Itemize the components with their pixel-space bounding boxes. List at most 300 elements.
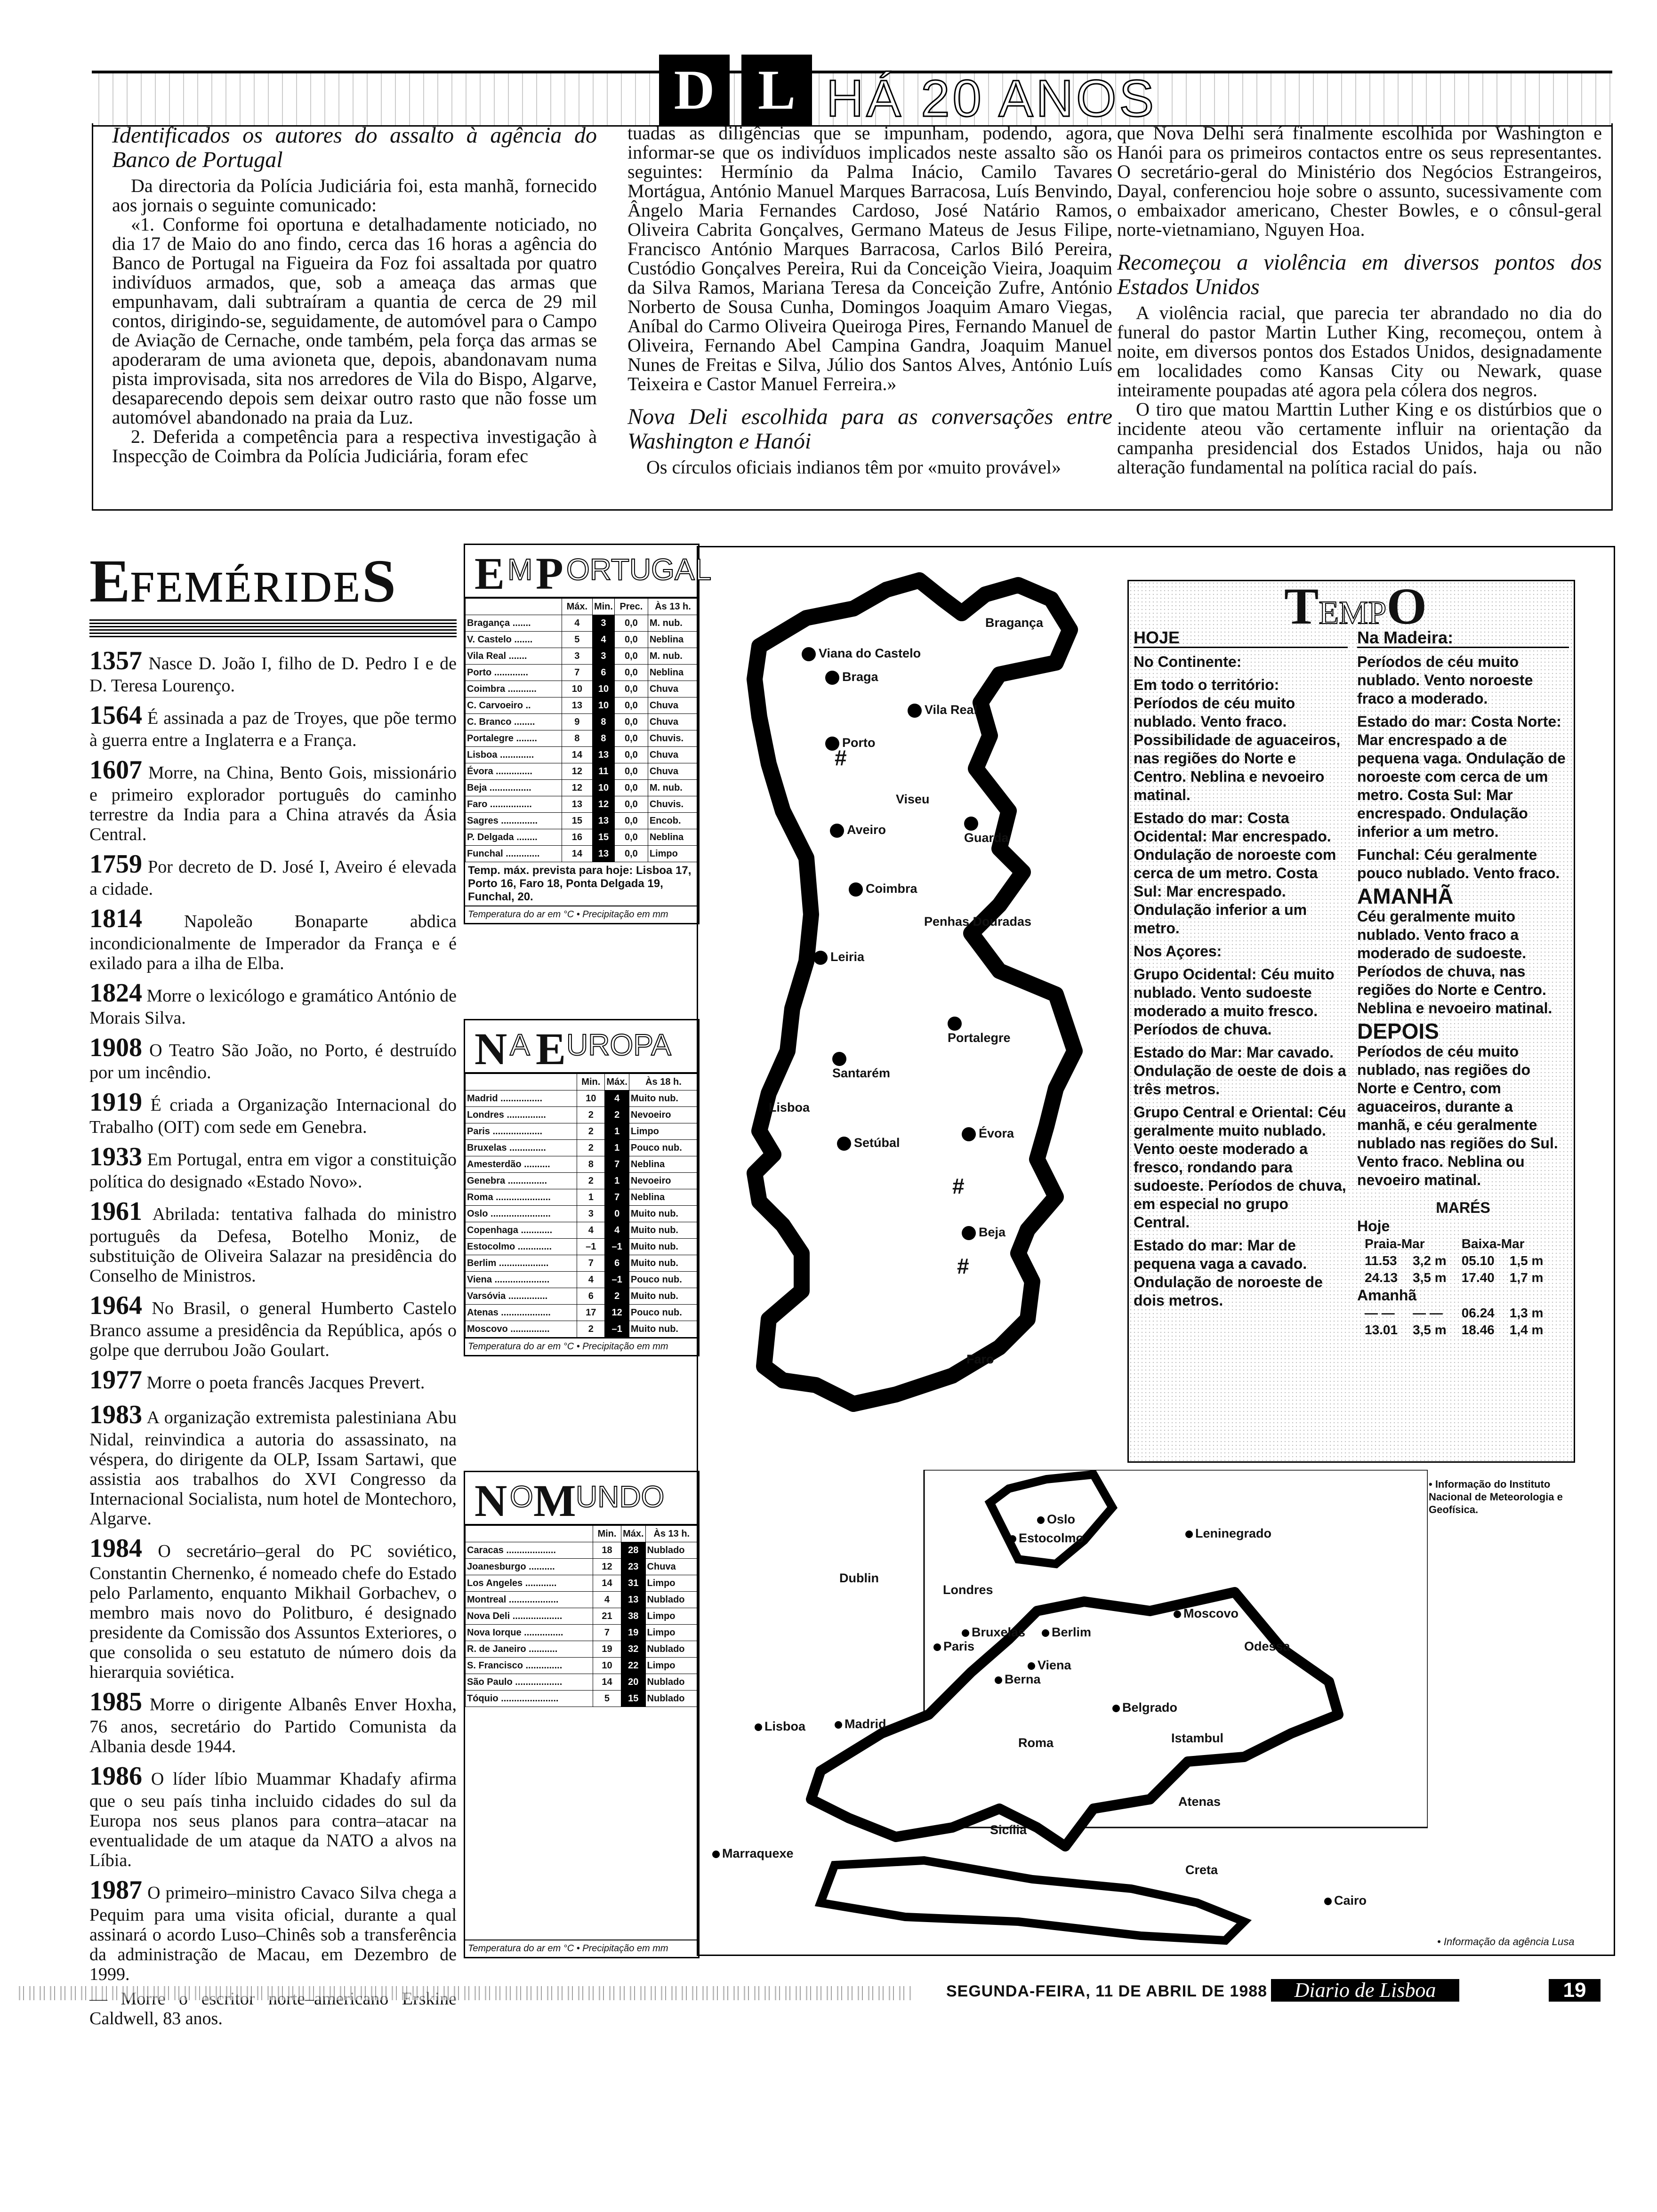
map-city-label: Porto — [825, 736, 876, 751]
value-cell: 7 — [562, 665, 592, 681]
value-cell: 21 — [593, 1608, 621, 1625]
city-cell: Coimbra ........... — [466, 681, 562, 697]
table-row — [466, 780, 698, 796]
city-cell: Viena ..................... — [466, 1272, 577, 1288]
value-cell: 1 — [605, 1140, 629, 1156]
map-city-label: Berna — [995, 1672, 1041, 1687]
title-rule — [89, 618, 457, 637]
efemeride-text: Morre o dirigente Albanês Enver Hoxha, 76 anos, secretário do Partido Comunista da Albania desde 1944. — [89, 1695, 457, 1756]
header-letter: P — [536, 548, 563, 599]
city-cell: Portalegre ........ — [466, 730, 562, 747]
table-row — [466, 846, 698, 862]
value-cell: 23 — [621, 1559, 645, 1575]
city-dot — [849, 882, 863, 897]
tide-column-header: Praia-Mar — [1365, 1236, 1425, 1251]
table-header — [465, 545, 712, 599]
map-city-label: Cairo — [1324, 1893, 1367, 1908]
map-city-label: Viseu — [896, 792, 930, 806]
city-dot — [837, 1137, 851, 1151]
city-cell: Porto ............. — [466, 665, 562, 681]
map-city-label: Belgrado — [1112, 1700, 1177, 1715]
map-city-label: Aveiro — [830, 823, 886, 838]
efemeride-year: 1908 — [89, 1033, 142, 1062]
article-paragraph: Da directoria da Polícia Judiciária foi, esta manhã, fornecido aos jornais o seguinte comunicado: — [112, 175, 597, 216]
map-city-label: Bruxelas — [962, 1625, 1025, 1640]
efemeride-year: 1984 — [89, 1534, 142, 1563]
efemeride-text: Morre o lexicólogo e gramático António de Morais Silva. — [89, 986, 457, 1028]
value-cell: 0,0 — [614, 714, 648, 730]
value-cell: 17 — [577, 1305, 605, 1321]
value-cell: 1 — [577, 1189, 605, 1206]
table-row — [466, 796, 698, 813]
value-cell: M. nub. — [648, 780, 698, 796]
efemeride-item — [89, 1533, 457, 1682]
efemerides-list — [89, 646, 457, 1984]
header-letter: A — [510, 1028, 530, 1062]
efemeride-text: Nasce D. João I, filho de D. Pedro I e de D. Teresa Lourenço. — [89, 654, 457, 696]
value-cell: 7 — [605, 1156, 629, 1173]
forecast-text: Períodos de céu muito nublado. Vento noroeste fraco a moderado. — [1357, 653, 1533, 707]
north-africa-outline — [820, 1860, 1244, 1940]
table-row — [466, 1691, 698, 1707]
column-header: Prec. — [614, 599, 648, 615]
value-cell: 16 — [562, 829, 592, 846]
value-cell: 7 — [593, 1625, 621, 1641]
tide-credit: • Informação do Instituto Nacional de Meteorologia e Geofísica. — [1429, 1478, 1570, 1516]
efemeride-year: 1824 — [89, 978, 142, 1008]
forecast-text: Grupo Central e Oriental: Céu geralmente muito nublado. Vento oeste moderado a fresco, rondando para sudoeste. Períodos de chuva, em especial no grupo Central. — [1134, 1104, 1346, 1231]
forecast-text: Céu geralmente muito nublado. Vento fraco a moderado de sudoeste. Períodos de chuva, nas regiões do Norte e Centro. Neblina e nevoeiro matinal. — [1357, 908, 1552, 1017]
value-cell: 15 — [621, 1691, 645, 1707]
table-row — [466, 615, 698, 632]
table-row — [466, 1608, 698, 1625]
city-cell: Tóquio ...................... — [466, 1691, 593, 1707]
map-city-label: Viena — [1028, 1658, 1071, 1673]
city-cell: C. Carvoeiro .. — [466, 697, 562, 714]
city-cell: Varsóvia ............... — [466, 1288, 577, 1305]
table-row — [466, 697, 698, 714]
map-city-label: Viana do Castelo — [802, 646, 921, 661]
rain-icon: # — [835, 745, 847, 770]
efemeride-item — [89, 1290, 457, 1360]
value-cell: 14 — [562, 846, 592, 862]
efemeride-year: 1977 — [89, 1365, 142, 1395]
newspaper-logo: Diario de Lisboa — [1271, 1979, 1459, 2002]
map-city-label: Penhas Douradas — [924, 914, 1032, 929]
city-cell: São Paulo .................. — [466, 1674, 593, 1691]
column-header: Às 18 h. — [629, 1074, 698, 1090]
efemeride-text: Abrilada: tentativa falhada do ministro português da Defesa, Botelho Moniz, de substituição de Oliveira Salazar na presidência do Conselho de Ministros. — [89, 1204, 457, 1286]
tide-cell: — — — [1365, 1306, 1395, 1320]
value-cell: 4 — [605, 1222, 629, 1239]
acores-label: Nos Açores: — [1134, 943, 1222, 960]
efemeride-text: O secretário–geral do PC soviético, Constantin Chernenko, é nomeado chefe do Estado pelo Parlamento, enquanto Mikhail Gorbachev, o membro mais novo do Politburo, é designado presidente da Comissão dos Assuntos Exteriores, o que consolida o seu estatuto de número dois da hierarquia soviética. — [89, 1541, 457, 1682]
header-letter: E — [536, 1024, 566, 1074]
table-footnote: Temperatura do ar em °C • Precipitação em mm — [465, 1940, 698, 1957]
city-cell: Los Angeles ............ — [466, 1575, 593, 1592]
table-footnote: Temperatura do ar em °C • Precipitação em mm — [465, 1338, 698, 1355]
efemeride-text: Napoleão Bonaparte abdica incondicionalmente de Imperador da França e é exilado para a ilha de Elba. — [89, 912, 457, 973]
efemeride-text: É assinada a paz de Troyes, que põe termo à guerra entre a Inglaterra e a França. — [89, 708, 457, 750]
efemeride-text: Morre o poeta francês Jacques Prevert. — [146, 1373, 425, 1393]
efemeride-item — [89, 1087, 457, 1137]
city-cell: Vila Real ....... — [466, 648, 562, 665]
value-cell: Chuva — [645, 1559, 698, 1575]
value-cell: –1 — [605, 1272, 629, 1288]
city-cell: S. Francisco .............. — [466, 1658, 593, 1674]
city-dot — [802, 647, 816, 661]
value-cell: 12 — [562, 763, 592, 780]
value-cell: Muito nub. — [629, 1222, 698, 1239]
efemeride-year: 1985 — [89, 1687, 142, 1716]
value-cell: Chuva — [648, 697, 698, 714]
value-cell: 4 — [592, 632, 614, 648]
value-cell: 10 — [577, 1090, 605, 1107]
value-cell: 7 — [577, 1255, 605, 1272]
value-cell: 2 — [577, 1173, 605, 1189]
table-row — [466, 829, 698, 846]
forecast-text: Funchal: Céu geralmente pouco nublado. Vento fraco. — [1357, 846, 1560, 882]
efemeride-text: No Brasil, o general Humberto Castelo Branco assume a presidência da República, após o golpe que derrubou João Goulart. — [89, 1298, 457, 1360]
map-city-label: Setúbal — [837, 1136, 900, 1151]
header-letter: M — [533, 1475, 576, 1526]
city-cell: P. Delgada ........ — [466, 829, 562, 846]
article-column-3 — [1117, 123, 1602, 477]
section-header-band — [92, 58, 1612, 128]
header-letter: O — [510, 1480, 533, 1514]
value-cell: 0,0 — [614, 681, 648, 697]
table-footnote: Temperatura do ar em °C • Precipitação em mm — [465, 906, 698, 923]
value-cell: –1 — [605, 1239, 629, 1255]
tide-cell: 17.40 — [1461, 1270, 1495, 1285]
article-paragraph: O tiro que matou Marttin Luther King e os distúrbios que o incidente ateou vão certamente influir na orientação da campanha presidencial dos Estados Unidos, haja ou não alteração fundamental na política racial do país. — [1117, 399, 1602, 478]
value-cell: 28 — [621, 1542, 645, 1559]
value-cell: 13 — [592, 813, 614, 829]
value-cell: –1 — [605, 1321, 629, 1338]
header-letter: N — [475, 1024, 507, 1074]
tide-cell: 3,5 m — [1413, 1270, 1447, 1285]
map-city-label: Madrid — [835, 1717, 886, 1731]
table-row — [466, 747, 698, 763]
value-cell: 19 — [593, 1641, 621, 1658]
efemeride-item — [89, 1400, 457, 1529]
efemeride-year: 1357 — [89, 646, 142, 675]
city-dot — [962, 1127, 976, 1141]
value-cell: 0,0 — [614, 648, 648, 665]
efemeride-item — [89, 1142, 457, 1192]
tide-row — [1357, 1269, 1551, 1286]
efemeride-item — [89, 1365, 457, 1395]
world-weather-table — [464, 1471, 700, 1958]
page-number: 19 — [1549, 1979, 1601, 2002]
city-cell: Beja ................ — [466, 780, 562, 796]
efemeride-item — [89, 1761, 457, 1870]
value-cell: Muito nub. — [629, 1255, 698, 1272]
map-city-label: Moscovo — [1174, 1606, 1239, 1621]
value-cell: 2 — [577, 1140, 605, 1156]
portugal-map — [698, 547, 1150, 1432]
city-cell: Funchal ............. — [466, 846, 562, 862]
column-header: Min. — [592, 599, 614, 615]
value-cell: 3 — [592, 648, 614, 665]
article-paragraph: que Nova Delhi será finalmente escolhida por Washington e Hanói para os primeiros contactos entre os seus representantes. O secretário-geral do Ministério dos Negócios Estrangeiros, Dayal, conferenciou hoje sobre o assunto, sucessivamente com o embaixador americano, Chester Bowles, e o cônsul-geral norte-vietnamiano, Nguyen Hoa. — [1117, 122, 1602, 240]
map-city-label: Portalegre — [948, 1016, 1011, 1045]
value-cell: Chuvis. — [648, 796, 698, 813]
forecast-text: Estado do mar: Mar de pequena vaga a cavado. Ondulação de noroeste de dois metros. — [1134, 1237, 1323, 1309]
map-city-label: Dublin — [839, 1571, 879, 1585]
efemeride-year: 1933 — [89, 1142, 142, 1171]
tide-cell: 1,3 m — [1509, 1306, 1544, 1320]
value-cell: 0,0 — [614, 747, 648, 763]
efemeride-text: Por decreto de D. José I, Aveiro é elevada a cidade. — [89, 857, 457, 899]
value-cell: Nevoeiro — [629, 1173, 698, 1189]
value-cell: 0,0 — [614, 846, 648, 862]
amanha-label: AMANHÃ — [1357, 884, 1454, 908]
table-row — [466, 730, 698, 747]
map-city-label: Lisboa — [769, 1100, 810, 1114]
city-dot — [964, 817, 978, 831]
value-cell: 10 — [562, 681, 592, 697]
value-cell: Pouco nub. — [629, 1140, 698, 1156]
tide-cell: 3,5 m — [1413, 1322, 1447, 1337]
value-cell: 10 — [593, 1658, 621, 1674]
city-cell: C. Branco ........ — [466, 714, 562, 730]
article-paragraph: A violência racial, que parecia ter abrandado no dia do funeral do pastor Martin Luther King, recomeçou, ontem à noite, em diversos pontos dos Estados Unidos, designadamente em localidades como Kansas City ou Newark, quase inteiramente poupadas até agora pela cólera dos negros. — [1117, 302, 1602, 401]
value-cell: 0,0 — [614, 796, 648, 813]
value-cell: 0,0 — [614, 665, 648, 681]
table-row — [466, 1222, 698, 1239]
tide-table — [1357, 1235, 1551, 1286]
efemeride-year: 1983 — [89, 1400, 142, 1429]
map-city-label: Roma — [1018, 1736, 1054, 1750]
header-word: ORTUGAL — [566, 553, 712, 586]
tide-cell: 1,7 m — [1509, 1270, 1544, 1285]
europe-weather-table — [464, 1019, 700, 1356]
table-row — [466, 1123, 698, 1140]
city-cell: Moscovo ............... — [466, 1321, 577, 1338]
city-cell: Sagres .............. — [466, 813, 562, 829]
city-dot — [813, 951, 828, 965]
table-row — [466, 1321, 698, 1338]
efemeride-item — [89, 1687, 457, 1756]
column-header: Máx. — [621, 1526, 645, 1542]
city-cell: Copenhaga ............ — [466, 1222, 577, 1239]
table-row — [466, 1305, 698, 1321]
value-cell: Limpo — [645, 1625, 698, 1641]
table-row — [466, 1625, 698, 1641]
tide-row — [1357, 1305, 1551, 1322]
madeira-label: Na Madeira: — [1357, 628, 1569, 648]
table-row — [466, 1559, 698, 1575]
header-letter: M — [507, 553, 533, 586]
table-row — [466, 1674, 698, 1691]
city-cell: Nova Iorque ............... — [466, 1625, 593, 1641]
table-row — [466, 1641, 698, 1658]
column-header: Máx. — [605, 1074, 629, 1090]
rain-icon: # — [957, 1254, 969, 1278]
continente-label: No Continente: — [1134, 653, 1242, 670]
map-city-label: Beja — [962, 1225, 1005, 1240]
value-cell: 6 — [577, 1288, 605, 1305]
table-row — [466, 813, 698, 829]
map-city-label: Estocolmo — [1009, 1531, 1084, 1546]
city-dot — [830, 824, 844, 838]
value-cell: 1 — [605, 1173, 629, 1189]
tide-row — [1357, 1252, 1551, 1269]
title-letters: EMP — [1319, 595, 1387, 631]
map-city-label: Oslo — [1037, 1512, 1075, 1527]
value-cell: 14 — [562, 747, 592, 763]
efemeride-item — [89, 1033, 457, 1082]
title-initial: E — [89, 547, 130, 615]
value-cell: 12 — [605, 1305, 629, 1321]
efemeride-text: O líder líbio Muammar Khadafy afirma que o seu país tinha incluido cidades do sul da Europa nos seus planos para contra–atacar na eventualidade de um ataque da NATO a alvos na Líbia. — [89, 1769, 457, 1870]
city-cell: Roma ..................... — [466, 1189, 577, 1206]
value-cell: 13 — [562, 796, 592, 813]
table-row — [466, 1239, 698, 1255]
table-row — [466, 763, 698, 780]
depois-label: DEPOIS — [1357, 1019, 1439, 1043]
data-table — [465, 1525, 698, 1707]
city-cell: Genebra ............... — [466, 1173, 577, 1189]
map-city-label: Marraquexe — [712, 1846, 794, 1861]
value-cell: 2 — [605, 1107, 629, 1123]
value-cell: 18 — [593, 1542, 621, 1559]
value-cell: Chuva — [648, 714, 698, 730]
value-cell: 7 — [605, 1189, 629, 1206]
efemerides-extra: Caldwell, 83 anos. — [89, 2009, 223, 2028]
value-cell: 9 — [562, 714, 592, 730]
value-cell: 19 — [621, 1625, 645, 1641]
value-cell: 10 — [592, 681, 614, 697]
efemeride-item — [89, 978, 457, 1028]
value-cell: Chuva — [648, 763, 698, 780]
efemeride-text: O Teatro São João, no Porto, é destruído por um incêndio. — [89, 1041, 457, 1082]
rain-icon: # — [952, 1174, 965, 1198]
title-letter: O — [1386, 577, 1427, 635]
tide-column-header: Baixa-Mar — [1461, 1236, 1525, 1251]
table-row — [466, 681, 698, 697]
tide-cell: 1,5 m — [1509, 1253, 1544, 1268]
city-dot — [908, 704, 922, 718]
value-cell: 12 — [592, 796, 614, 813]
twenty-years-box — [92, 123, 1613, 511]
article-column-1 — [112, 123, 597, 465]
efemeride-year: 1759 — [89, 850, 142, 879]
column-header: Min. — [593, 1526, 621, 1542]
mares-hoje-label: Hoje — [1357, 1218, 1390, 1234]
city-cell: Bruxelas .............. — [466, 1140, 577, 1156]
footer-decoration — [19, 1986, 913, 2000]
value-cell: 1 — [605, 1123, 629, 1140]
value-cell: 8 — [592, 730, 614, 747]
value-cell: Neblina — [648, 665, 698, 681]
city-cell: Joanesburgo .......... — [466, 1559, 593, 1575]
efemeride-text: É criada a Organização Internacional do Trabalho (OIT) com sede em Genebra. — [89, 1095, 457, 1137]
value-cell: 0,0 — [614, 615, 648, 632]
value-cell: 4 — [562, 615, 592, 632]
value-cell: M. nub. — [648, 648, 698, 665]
header-word: UROPA — [566, 1028, 671, 1062]
value-cell: 10 — [592, 697, 614, 714]
footer-date: SEGUNDA-FEIRA, 11 DE ABRIL DE 1988 — [946, 1982, 1268, 2000]
tide-cell: 06.24 — [1461, 1306, 1495, 1320]
value-cell: Chuvis. — [648, 730, 698, 747]
table-row — [466, 648, 698, 665]
value-cell: Neblina — [648, 632, 698, 648]
efemerides-section — [89, 546, 457, 2033]
efemeride-year: 1607 — [89, 755, 142, 785]
efemeride-item — [89, 1196, 457, 1286]
city-cell: V. Castelo ....... — [466, 632, 562, 648]
value-cell: 3 — [577, 1206, 605, 1222]
efemeride-item — [89, 755, 457, 844]
table-row — [466, 1173, 698, 1189]
value-cell: Muito nub. — [629, 1090, 698, 1107]
table-row — [466, 714, 698, 730]
value-cell: 12 — [593, 1559, 621, 1575]
tide-row — [1357, 1322, 1551, 1338]
city-cell: Amesterdão .......... — [466, 1156, 577, 1173]
value-cell: 6 — [605, 1255, 629, 1272]
value-cell: Neblina — [648, 829, 698, 846]
map-city-label: Coimbra — [849, 882, 917, 897]
value-cell: 4 — [577, 1222, 605, 1239]
value-cell: 6 — [592, 665, 614, 681]
article-paragraph: «1. Conforme foi oportuna e detalhadamente noticiado, no dia 17 de Maio do ano findo, cerca das 16 horas a agência do Banco de Portugal na Figueira da Foz foi assaltada por quatro indivíduos armados, que, sob a ameaça das armas que empunhavam, dali subtraíram a quantia de cerca de 29 mil contos, dirigindo-se, seguidamente, de automóvel para o Campo de Aviação de Cernache, onde também, pela força das armas se apoderaram de uma avioneta que, depois, abandonavam numa pista improvisada, sita nos arredores de Vila do Bispo, Algarve, desaparecendo depois sem deixar outro rasto que não fosse um automóvel abandonado na praia da Luz. — [112, 214, 597, 428]
forecast-text: Grupo Ocidental: Céu muito nublado. Vento sudoeste moderado a muito fresco. Períodos de chuva. — [1134, 966, 1335, 1038]
value-cell: M. nub. — [648, 615, 698, 632]
table-header — [465, 1472, 698, 1525]
map-city-label: Leninegrado — [1185, 1526, 1271, 1541]
value-cell: 10 — [592, 780, 614, 796]
efemeride-year: 1961 — [89, 1197, 142, 1226]
value-cell: 2 — [577, 1107, 605, 1123]
data-table — [465, 598, 698, 862]
value-cell: 3 — [562, 648, 592, 665]
table-row — [466, 1272, 698, 1288]
city-cell: Berlim ................... — [466, 1255, 577, 1272]
tide-cell: 18.46 — [1461, 1322, 1495, 1337]
tide-cell: 3,2 m — [1413, 1253, 1447, 1268]
city-cell: Madrid ................ — [466, 1090, 577, 1107]
value-cell: Nublado — [645, 1641, 698, 1658]
efemeride-item — [89, 904, 457, 973]
value-cell: 14 — [593, 1575, 621, 1592]
value-cell: 0,0 — [614, 763, 648, 780]
table-header — [465, 1020, 698, 1074]
value-cell: 13 — [592, 747, 614, 763]
value-cell: Pouco nub. — [629, 1272, 698, 1288]
value-cell: Muito nub. — [629, 1206, 698, 1222]
efemeride-item — [89, 646, 457, 696]
forecast-note: Temp. máx. prevista para hoje: Lisboa 17, Porto 16, Faro 18, Ponta Delgada 19, Funchal, 20. — [468, 864, 692, 903]
article-title: Identificados os autores do assalto à agência do Banco de Portugal — [112, 123, 597, 172]
value-cell: 14 — [593, 1674, 621, 1691]
map-city-label: Londres — [943, 1583, 993, 1597]
value-cell: Limpo — [629, 1123, 698, 1140]
value-cell: Limpo — [648, 846, 698, 862]
value-cell: 38 — [621, 1608, 645, 1625]
value-cell: 5 — [593, 1691, 621, 1707]
table-row — [466, 1255, 698, 1272]
value-cell: Limpo — [645, 1608, 698, 1625]
value-cell: 0,0 — [614, 780, 648, 796]
table-row — [466, 1288, 698, 1305]
column-header: Às 13 h. — [648, 599, 698, 615]
map-city-label: Sicília — [990, 1823, 1027, 1837]
forecast-text: Períodos de céu muito nublado, nas regiões do Norte e Centro, com aguaceiros, durante a manhã, e céu geralmente nublado nas regiões do Sul. Vento fraco. Neblina ou nevoeiro matinal. — [1357, 1043, 1558, 1188]
